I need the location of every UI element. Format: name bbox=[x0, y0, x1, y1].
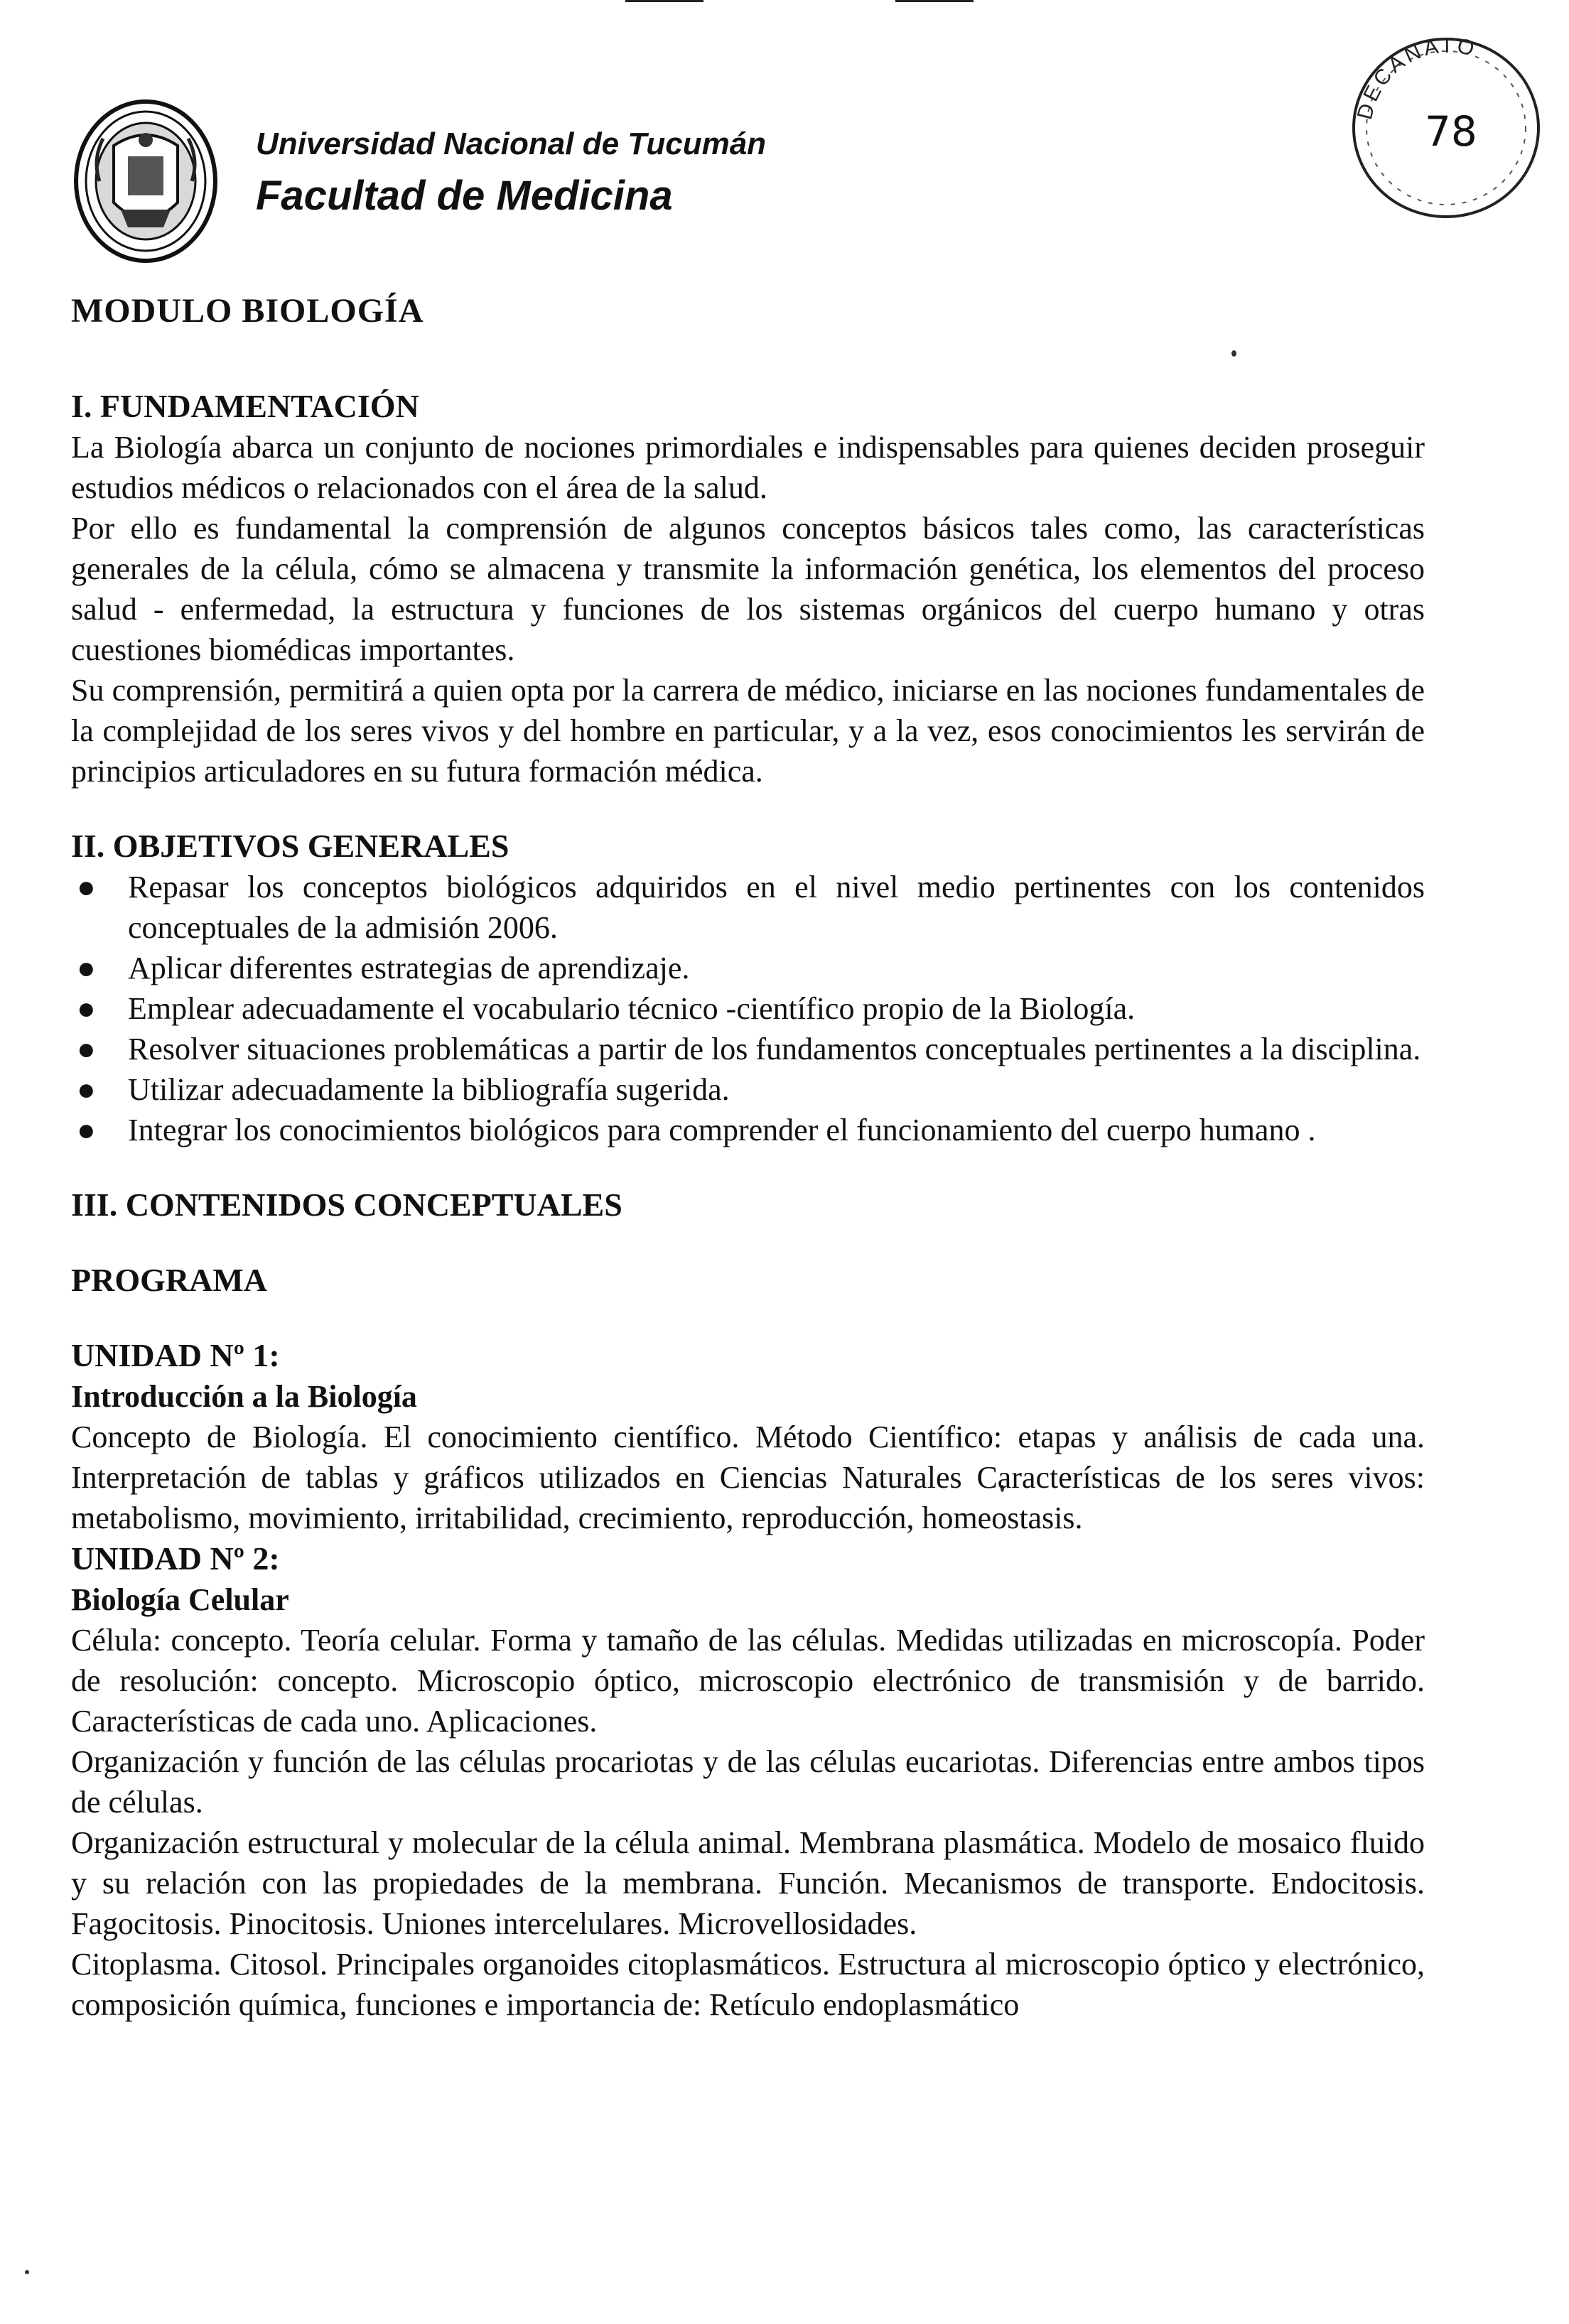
list-item: ● Emplear adecuadamente el vocabulario técnico -científico propio de la Biología. bbox=[71, 988, 1425, 1029]
paragraph: Su comprensión, permitirá a quien opta por la carrera de médico, iniciarse en las nociones fundamentales de la complejidad de los seres vivos y del hombre en particular, y a la vez, esos conocimientos les servirán de principios articuladores en su futura formación médica. bbox=[71, 673, 1425, 789]
paragraph: Organización y función de las células procariotas y de las células eucariotas. Diferencias entre ambos tipos de células. bbox=[71, 1744, 1425, 1820]
document-body bbox=[71, 291, 1425, 2025]
list-item: ● Repasar los conceptos biológicos adquiridos en el nivel medio pertinentes con los contenidos conceptuales de la admisión 2006. bbox=[71, 867, 1425, 948]
unit-title: Introducción a la Biología bbox=[71, 1379, 417, 1414]
paragraph: La Biología abarca un conjunto de nociones primordiales e indispensables para quienes deciden proseguir estudios médicos o relacionados con el área de la salud. bbox=[71, 430, 1425, 505]
list-item: ● Integrar los conocimientos biológicos para comprender el funcionamiento del cuerpo humano . bbox=[71, 1110, 1425, 1150]
section-contenidos bbox=[71, 1184, 1425, 2025]
bullet-icon: ● bbox=[77, 991, 96, 1026]
paragraph: Citoplasma. Citosol. Principales organoides citoplasmáticos. Estructura al microscopio óptico y electrónico, composición química, funciones e importancia de: Retículo endoplasmático bbox=[71, 1947, 1425, 2022]
section-heading: III. CONTENIDOS CONCEPTUALES bbox=[71, 1187, 622, 1223]
unit-heading: UNIDAD Nº 2: bbox=[71, 1540, 280, 1577]
list-item: ● Resolver situaciones problemáticas a partir de los fundamentos conceptuales pertinentes a la disciplina. bbox=[71, 1029, 1425, 1069]
section-objetivos bbox=[71, 826, 1425, 1150]
section-fundamentacion bbox=[71, 386, 1425, 791]
unidad-1 bbox=[71, 1335, 1425, 1538]
university-name: Universidad Nacional de Tucumán bbox=[256, 126, 767, 161]
stamp-text: DECANATO bbox=[1353, 33, 1479, 122]
bullet-icon: ● bbox=[77, 1032, 96, 1066]
unit-heading: UNIDAD Nº 1: bbox=[71, 1337, 280, 1373]
bullet-icon: ● bbox=[77, 870, 96, 904]
faculty-name: Facultad de Medicina bbox=[256, 173, 673, 219]
objectives-list bbox=[71, 867, 1425, 1150]
module-title: MODULO BIOLOGÍA bbox=[71, 292, 424, 330]
paragraph: Por ello es fundamental la comprensión de algunos conceptos básicos tales como, las características generales de la célula, cómo se almacena y transmite la información genética, los elementos del proceso salud - enfermedad, la estructura y funciones de los sistemas orgánicos del cuerpo humano y otras cuestiones biomédicas importantes. bbox=[71, 511, 1425, 667]
paragraph: Organización estructural y molecular de la célula animal. Membrana plasmática. Modelo de mosaico fluido y su relación con las propiedades de la membrana. Función. Mecanismos de transporte. Endocitosis. Fagocitosis. Pinocitosis. Uniones intercelulares. Microvellosidades. bbox=[71, 1825, 1425, 1941]
paragraph: Concepto de Biología. El conocimiento científico. Método Científico: etapas y análisis de cada una. Interpretación de tablas y gráficos utilizados en Ciencias Naturales Características de los seres vivos: metabolismo, movimiento, irritabilidad, crecimiento, reproducción, homeostasis. bbox=[71, 1420, 1425, 1535]
bullet-icon: ● bbox=[77, 1113, 96, 1147]
scan-edge-line bbox=[625, 0, 703, 2]
programa-heading: PROGRAMA bbox=[71, 1262, 267, 1298]
unit-title: Biología Celular bbox=[71, 1582, 289, 1617]
bullet-icon: ● bbox=[77, 951, 96, 985]
list-item: ● Aplicar diferentes estrategias de aprendizaje. bbox=[71, 948, 1425, 988]
section-heading: I. FUNDAMENTACIÓN bbox=[71, 388, 419, 424]
scan-edge-line bbox=[895, 0, 974, 2]
university-seal-logo bbox=[71, 96, 220, 266]
decanato-stamp bbox=[1329, 14, 1556, 242]
unidad-2 bbox=[71, 1538, 1425, 2025]
folio-number: 78 bbox=[1425, 107, 1477, 156]
section-heading: II. OBJETIVOS GENERALES bbox=[71, 828, 509, 864]
list-item: ● Utilizar adecuadamente la bibliografía sugerida. bbox=[71, 1069, 1425, 1110]
bullet-icon: ● bbox=[77, 1072, 96, 1107]
paragraph: Célula: concepto. Teoría celular. Forma y tamaño de las células. Medidas utilizadas en microscopía. Poder de resolución: concepto. Microscopio óptico, microscopio electrónico de transmisión y de barrido. Características de cada uno. Aplicaciones. bbox=[71, 1623, 1425, 1739]
scan-speck bbox=[25, 2270, 29, 2274]
